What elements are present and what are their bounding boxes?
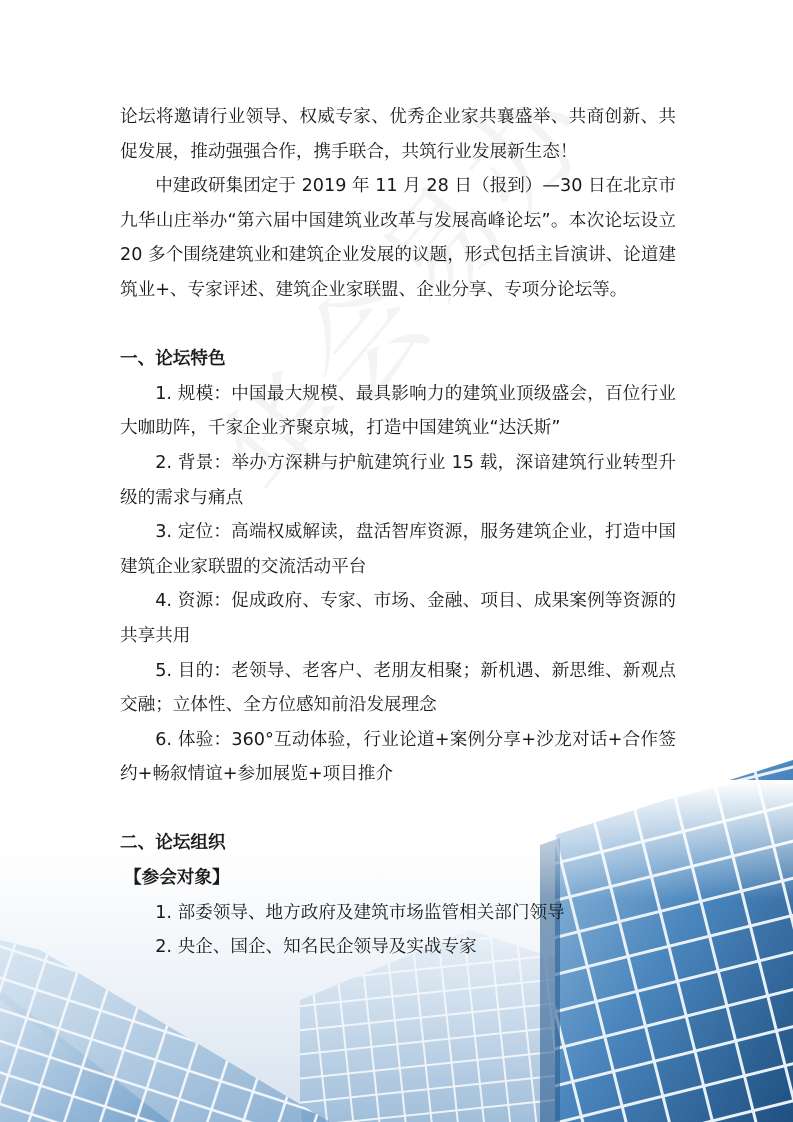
- feature-item: 3. 定位：高端权威解读，盘活智库资源，服务建筑企业，打造中国建筑企业家联盟的交流活动平台: [120, 522, 676, 577]
- section-heading-features: 一、论坛特色: [120, 349, 226, 370]
- intro-paragraph-2: 中建政研集团定于 2019 年 11 月 28 日（报到）—30 日在北京市九华山庄举办“第六届中国建筑业改革与发展高峰论坛”。本次论坛设立 20 多个围绕建筑业和建筑企业发展的议题，形式包括主旨演讲、论道建筑业+、专家评述、建筑企业家联盟、企业分享、专项分论坛等。: [120, 176, 676, 300]
- attendee-item: 1. 部委领导、地方政府及建筑市场监管相关部门领导: [155, 902, 565, 923]
- intro-paragraph-1: 论坛将邀请行业领导、权威专家、优秀企业家共襄盛举、共商创新、共促发展，推动强强合作，携手联合，共筑行业发展新生态！: [120, 107, 676, 162]
- feature-item: 2. 背景：举办方深耕与护航建筑行业 15 载，深谙建筑行业转型升级的需求与痛点: [120, 452, 676, 508]
- attendees-subheading: 【参会对象】: [124, 868, 230, 889]
- feature-item: 1. 规模：中国最大规模、最具影响力的建筑业顶级盛会，百位行业大咖助阵，千家企业齐聚京城，打造中国建筑业“达沃斯”: [120, 383, 676, 439]
- attendee-item: 2. 央企、国企、知名民企领导及实战专家: [155, 937, 477, 958]
- feature-item: 5. 目的：老领导、老客户、老朋友相聚；新机遇、新思维、新观点交融；立体性、全方位感知前沿发展理念: [120, 660, 676, 716]
- section-heading-organization: 二、论坛组织: [120, 833, 226, 854]
- feature-item: 4. 资源：促成政府、专家、市场、金融、项目、成果案例等资源的共享共用: [120, 591, 676, 646]
- feature-item: 6. 体验：360°互动体验，行业论道+案例分享+沙龙对话+合作签约+畅叙情谊+参加展览+项目推介: [120, 729, 676, 785]
- spacer: [120, 792, 676, 827]
- spacer: [120, 308, 676, 343]
- document-body: [120, 100, 676, 965]
